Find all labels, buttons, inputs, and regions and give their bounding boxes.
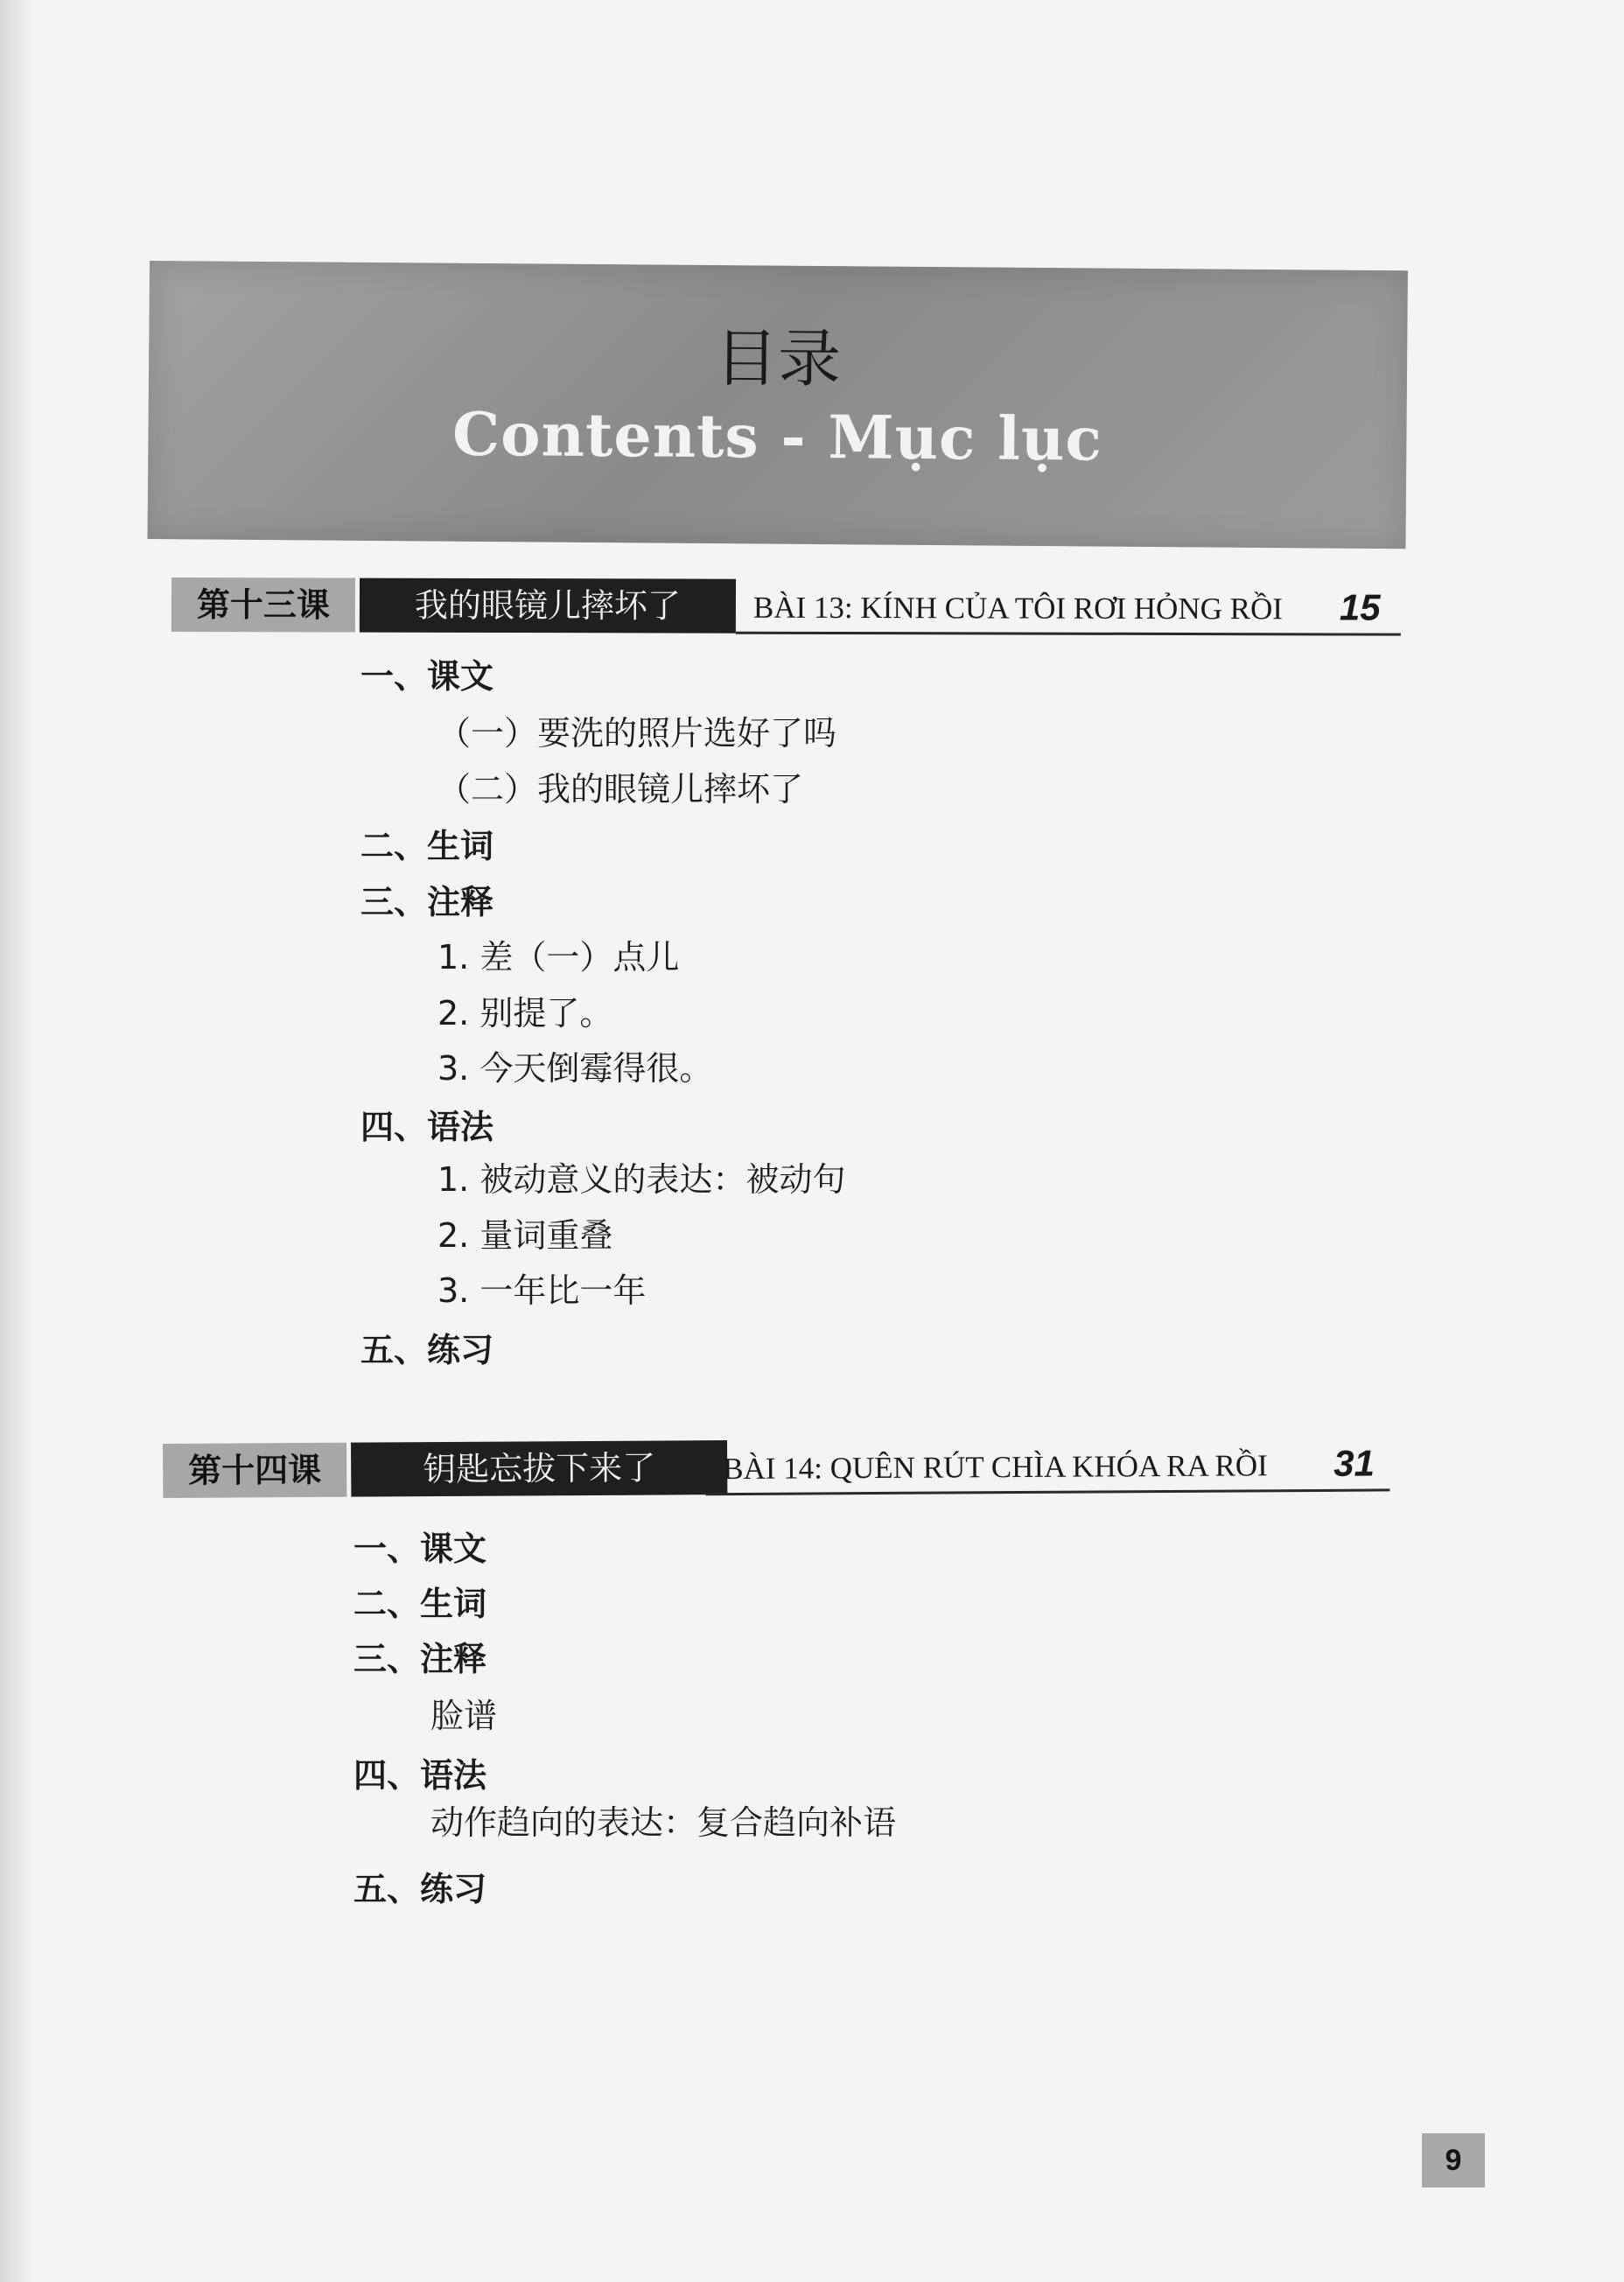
toc-entry: 五、练习 xyxy=(360,1331,494,1369)
toc-entry: 四、语法 xyxy=(360,1108,494,1146)
toc-entry: 3. 今天倒霉得很。 xyxy=(438,1049,713,1088)
lesson-14-title-vietnamese: BÀI 14: QUÊN RÚT CHÌA KHÓA RA RỒI xyxy=(723,1448,1268,1487)
lesson-13-page-number: 15 xyxy=(1339,586,1381,628)
toc-entry: 3. 一年比一年 xyxy=(438,1271,647,1310)
scan-edge xyxy=(0,0,35,2282)
lesson-13-title-chinese: 我的眼镜儿摔坏了 xyxy=(360,578,736,634)
toc-entry: 一、课文 xyxy=(360,657,494,696)
toc-entry: 二、生词 xyxy=(354,1585,487,1623)
toc-entry: 2. 量词重叠 xyxy=(438,1216,613,1255)
contents-title-chinese: 目录 xyxy=(714,321,842,396)
toc-entry: 三、注释 xyxy=(360,883,494,921)
lesson-13-header xyxy=(172,578,1401,635)
toc-entry: 脸谱 xyxy=(430,1697,498,1735)
lesson-13-number: 第十三课 xyxy=(172,578,355,633)
page-number-badge: 9 xyxy=(1422,2133,1485,2188)
lesson-14-header xyxy=(163,1436,1390,1498)
contents-title-english-vietnamese: Contents - Mục lục xyxy=(452,399,1103,475)
toc-entry: 一、课文 xyxy=(354,1530,487,1568)
lesson-14-page-number: 31 xyxy=(1334,1442,1376,1484)
lesson-14-title-chinese: 钥匙忘拔下来了 xyxy=(351,1440,727,1497)
toc-entry: 1. 被动意义的表达：被动句 xyxy=(438,1160,846,1199)
lesson-14-number: 第十四课 xyxy=(163,1443,346,1498)
toc-entry: （二）我的眼镜儿摔坏了 xyxy=(438,770,804,808)
lesson-13-underline xyxy=(736,632,1401,636)
toc-entry: 五、练习 xyxy=(354,1870,487,1908)
toc-entry: 四、语法 xyxy=(354,1756,487,1795)
contents-header-banner xyxy=(148,261,1408,549)
toc-entry: 二、生词 xyxy=(360,827,494,865)
toc-entry: 2. 别提了。 xyxy=(438,994,613,1032)
lesson-13-title-vietnamese: BÀI 13: KÍNH CỦA TÔI RƠI HỎNG RỒI xyxy=(752,590,1284,626)
toc-entry: 1. 差（一）点儿 xyxy=(438,938,680,976)
toc-entry: （一）要洗的照片选好了吗 xyxy=(438,714,837,752)
toc-entry: 动作趋向的表达：复合趋向补语 xyxy=(430,1803,897,1842)
toc-entry: 三、注释 xyxy=(354,1640,487,1678)
